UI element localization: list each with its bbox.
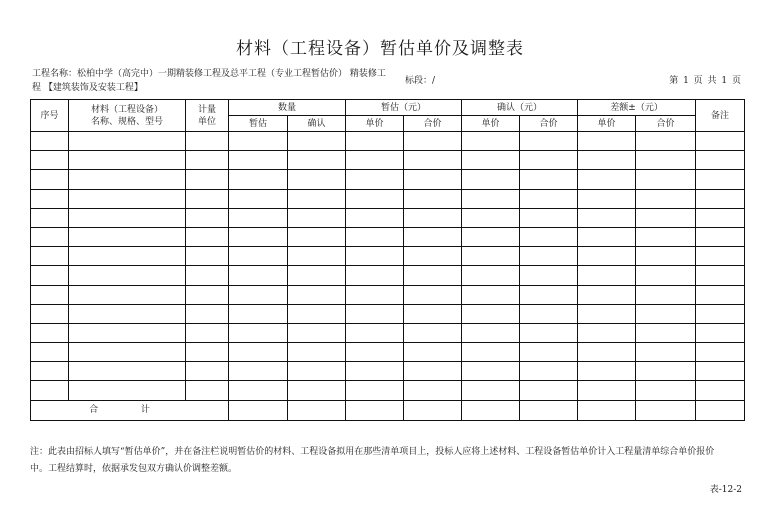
header-difference: 差额±（元）	[578, 100, 696, 116]
table-cell	[520, 170, 578, 189]
table-cell	[462, 132, 520, 151]
table-cell	[462, 208, 520, 227]
table-cell	[578, 362, 636, 381]
table-cell	[229, 285, 288, 304]
table-cell	[696, 343, 745, 362]
table-cell	[696, 266, 745, 285]
table-cell	[288, 151, 346, 170]
subheader-difference-unit-price: 单价	[578, 116, 636, 132]
table-cell	[462, 285, 520, 304]
total-row	[31, 400, 745, 420]
table-cell	[288, 227, 346, 246]
table-cell	[636, 208, 696, 227]
table-cell	[636, 362, 696, 381]
subheader-provisional-unit-price: 单价	[346, 116, 404, 132]
table-cell	[69, 208, 186, 227]
table-cell	[404, 285, 462, 304]
table-cell	[288, 170, 346, 189]
table-cell	[520, 227, 578, 246]
table-cell	[696, 189, 745, 208]
table-row	[31, 381, 745, 400]
table-cell	[69, 151, 186, 170]
table-row	[31, 170, 745, 189]
table-cell	[578, 247, 636, 266]
table-cell	[636, 266, 696, 285]
table-cell	[69, 227, 186, 246]
table-cell	[31, 227, 69, 246]
table-cell	[229, 381, 288, 400]
table-cell	[404, 227, 462, 246]
footnote	[30, 444, 746, 478]
subheader-difference-total: 合价	[636, 116, 696, 132]
table-cell	[520, 400, 578, 420]
header-remark: 备注	[696, 100, 745, 132]
table-cell	[69, 247, 186, 266]
table-cell	[404, 362, 462, 381]
table-cell	[520, 151, 578, 170]
header-seq: 序号	[31, 100, 69, 132]
table-cell	[404, 189, 462, 208]
table-cell	[578, 381, 636, 400]
table-cell	[462, 189, 520, 208]
table-cell	[229, 227, 288, 246]
table-cell	[636, 189, 696, 208]
table-cell	[186, 189, 229, 208]
table-cell	[636, 400, 696, 420]
table-cell	[186, 132, 229, 151]
table-cell	[69, 343, 186, 362]
table-cell	[520, 323, 578, 342]
table-cell	[186, 304, 229, 323]
table-cell	[578, 132, 636, 151]
table-cell	[462, 151, 520, 170]
table-cell	[186, 266, 229, 285]
table-cell	[31, 132, 69, 151]
table-cell	[69, 362, 186, 381]
table-cell	[229, 304, 288, 323]
table-cell	[346, 208, 404, 227]
table-cell	[462, 362, 520, 381]
table-cell	[288, 285, 346, 304]
table-cell	[404, 170, 462, 189]
total-label: 合 计	[31, 400, 229, 420]
table-cell	[229, 151, 288, 170]
table-cell	[186, 247, 229, 266]
table-cell	[288, 189, 346, 208]
table-row	[31, 132, 745, 151]
table-cell	[346, 227, 404, 246]
table-cell	[346, 266, 404, 285]
table-cell	[696, 170, 745, 189]
table-cell	[462, 304, 520, 323]
table-cell	[229, 400, 288, 420]
table-cell	[31, 266, 69, 285]
table-cell	[636, 247, 696, 266]
table-cell	[31, 362, 69, 381]
table-cell	[578, 400, 636, 420]
table-cell	[186, 362, 229, 381]
table-cell	[520, 304, 578, 323]
table-cell	[229, 189, 288, 208]
table-cell	[31, 304, 69, 323]
table-cell	[288, 247, 346, 266]
table-cell	[31, 323, 69, 342]
table-row	[31, 362, 745, 381]
subheader-quantity-provisional: 暂估	[229, 116, 288, 132]
header-unit-line2: 单位	[197, 116, 216, 127]
subheader-confirmed-total: 合价	[520, 116, 578, 132]
table-cell	[69, 189, 186, 208]
table-cell	[404, 343, 462, 362]
table-cell	[462, 227, 520, 246]
table-cell	[288, 400, 346, 420]
subheader-quantity-confirm: 确认	[288, 116, 346, 132]
table-cell	[229, 343, 288, 362]
footnote-line2: 中。工程结算时，依据承发包双方确认价调整差额。	[30, 464, 238, 474]
table-cell	[696, 132, 745, 151]
table-cell	[69, 381, 186, 400]
table-cell	[696, 285, 745, 304]
table-cell	[404, 132, 462, 151]
table-row	[31, 227, 745, 246]
table-cell	[288, 208, 346, 227]
table-cell	[346, 132, 404, 151]
table-cell	[696, 227, 745, 246]
table-cell	[31, 208, 69, 227]
table-cell	[288, 266, 346, 285]
table-cell	[520, 189, 578, 208]
table-cell	[404, 323, 462, 342]
table-cell	[404, 381, 462, 400]
table-cell	[229, 247, 288, 266]
project-name-line1: 工程名称：松柏中学（高完中）一期精装修工程及总平工程（专业工程暂估价） 精装修工	[32, 69, 386, 79]
table-cell	[520, 208, 578, 227]
table-cell	[696, 208, 745, 227]
table-cell	[229, 170, 288, 189]
table-cell	[69, 266, 186, 285]
table-cell	[31, 343, 69, 362]
table-cell	[578, 151, 636, 170]
project-name	[32, 67, 402, 95]
table-cell	[186, 170, 229, 189]
table-cell	[636, 381, 696, 400]
table-cell	[69, 132, 186, 151]
table-row	[31, 323, 745, 342]
table-cell	[578, 266, 636, 285]
table-cell	[462, 323, 520, 342]
table-cell	[696, 304, 745, 323]
table-cell	[636, 132, 696, 151]
header-unit	[186, 100, 229, 132]
table-cell	[69, 304, 186, 323]
table-cell	[462, 343, 520, 362]
header-material-line2: 名称、规格、型号	[90, 116, 163, 127]
table-cell	[462, 247, 520, 266]
table-cell	[186, 323, 229, 342]
table-cell	[462, 381, 520, 400]
table-row	[31, 343, 745, 362]
table-cell	[288, 132, 346, 151]
table-cell	[578, 208, 636, 227]
table-cell	[578, 227, 636, 246]
table-cell	[520, 266, 578, 285]
table-cell	[229, 323, 288, 342]
table-cell	[69, 170, 186, 189]
page-title: 材料（工程设备）暂估单价及调整表	[236, 39, 524, 59]
table-cell	[346, 170, 404, 189]
table-cell	[636, 227, 696, 246]
table-cell	[346, 304, 404, 323]
table-cell	[462, 266, 520, 285]
table-cell	[288, 343, 346, 362]
table-cell	[186, 227, 229, 246]
table-cell	[404, 208, 462, 227]
table-cell	[520, 247, 578, 266]
table-cell	[404, 304, 462, 323]
header-confirmed: 确认（元）	[462, 100, 578, 116]
table-cell	[520, 132, 578, 151]
footnote-line1: 注：此表由招标人填写“暂估单价”，并在备注栏说明暂估价的材料、工程设备拟用在那些清单项目上，投标人应将上述材料、工程设备暂估单价计入工程量清单综合单价报价	[30, 447, 715, 457]
table-cell	[520, 343, 578, 362]
table-cell	[578, 170, 636, 189]
table-body	[31, 132, 745, 421]
material-price-table	[30, 99, 745, 421]
table-cell	[520, 285, 578, 304]
table-cell	[636, 151, 696, 170]
table-cell	[578, 323, 636, 342]
table-cell	[229, 266, 288, 285]
table-cell	[346, 362, 404, 381]
form-number: 表-12-2	[709, 485, 742, 495]
table-cell	[462, 170, 520, 189]
table-cell	[578, 285, 636, 304]
table-cell	[404, 266, 462, 285]
table-cell	[288, 323, 346, 342]
table-cell	[288, 362, 346, 381]
table-cell	[636, 285, 696, 304]
table-cell	[346, 343, 404, 362]
table-cell	[462, 400, 520, 420]
table-cell	[346, 323, 404, 342]
table-cell	[404, 400, 462, 420]
header-material	[69, 100, 186, 132]
table-cell	[31, 247, 69, 266]
header-unit-line1: 计量	[197, 104, 216, 115]
table-cell	[404, 151, 462, 170]
header-row-1	[31, 100, 745, 116]
table-row	[31, 285, 745, 304]
table-cell	[696, 362, 745, 381]
table-cell	[636, 323, 696, 342]
table-cell	[696, 400, 745, 420]
table-cell	[31, 285, 69, 304]
table-cell	[346, 285, 404, 304]
table-row	[31, 151, 745, 170]
header-material-line1: 材料（工程设备）	[90, 104, 163, 115]
table-row	[31, 266, 745, 285]
table-cell	[696, 323, 745, 342]
table-cell	[696, 247, 745, 266]
table-cell	[229, 208, 288, 227]
table-cell	[346, 189, 404, 208]
table-cell	[696, 151, 745, 170]
table-cell	[31, 189, 69, 208]
table-cell	[31, 381, 69, 400]
subheader-confirmed-unit-price: 单价	[462, 116, 520, 132]
table-cell	[346, 381, 404, 400]
page-number: 第 1 页 共 1 页	[669, 76, 742, 86]
table-cell	[346, 247, 404, 266]
table-cell	[186, 381, 229, 400]
table-cell	[31, 170, 69, 189]
header-provisional: 暂估（元）	[346, 100, 462, 116]
table-cell	[578, 304, 636, 323]
table-row	[31, 304, 745, 323]
table-cell	[578, 343, 636, 362]
table-cell	[229, 362, 288, 381]
table-cell	[186, 208, 229, 227]
header-quantity: 数量	[229, 100, 346, 116]
subheader-provisional-total: 合价	[404, 116, 462, 132]
table-cell	[636, 304, 696, 323]
table-cell	[186, 343, 229, 362]
table-cell	[69, 323, 186, 342]
table-cell	[229, 132, 288, 151]
table-cell	[404, 247, 462, 266]
table-row	[31, 189, 745, 208]
table-cell	[636, 170, 696, 189]
table-cell	[696, 381, 745, 400]
table-cell	[520, 381, 578, 400]
project-name-line2: 程 【建筑装饰及安装工程】	[32, 83, 143, 93]
table-cell	[186, 151, 229, 170]
table-row	[31, 208, 745, 227]
table-cell	[578, 189, 636, 208]
table-cell	[288, 381, 346, 400]
table-cell	[346, 151, 404, 170]
table-cell	[69, 285, 186, 304]
section-label: 标段：/	[405, 76, 436, 86]
table-cell	[520, 362, 578, 381]
table-row	[31, 247, 745, 266]
table-cell	[346, 400, 404, 420]
table-cell	[31, 151, 69, 170]
table-cell	[636, 343, 696, 362]
table-cell	[288, 304, 346, 323]
table-cell	[186, 285, 229, 304]
